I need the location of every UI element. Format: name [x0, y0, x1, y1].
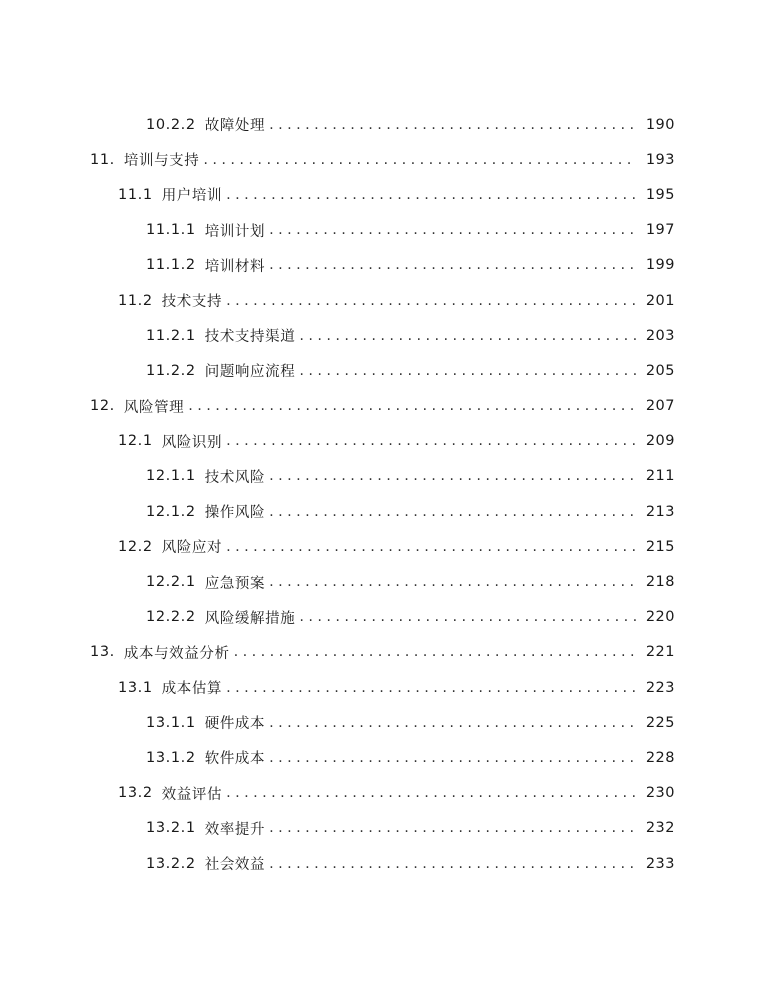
dot-leader [269, 715, 637, 731]
toc-entry-10-2-2[interactable] [0, 107, 765, 142]
toc-entry-number: 12.1 [118, 433, 153, 450]
toc-entry-11-1-2[interactable] [0, 248, 765, 283]
toc-entry-page-number: 233 [645, 855, 675, 872]
toc-entry-12-1-2[interactable] [0, 494, 765, 529]
toc-entry-number: 11.1 [118, 186, 153, 203]
toc-entry-13-2-2[interactable] [0, 846, 765, 881]
toc-entry-number: 10.2.2 [146, 116, 196, 133]
toc-entry-title: 操作风险 [204, 505, 266, 522]
toc-entry-title: 效益评估 [161, 786, 223, 803]
dot-leader [299, 328, 637, 344]
dot-leader [269, 504, 637, 520]
toc-entry-title: 硬件成本 [204, 716, 266, 733]
toc-entry-title: 成本估算 [161, 681, 223, 698]
toc-entry-page-number: 209 [645, 433, 675, 450]
dot-leader [269, 856, 637, 872]
dot-leader [203, 152, 637, 168]
toc-entry-number: 13.2.2 [146, 855, 196, 872]
toc-entry-12-2-1[interactable] [0, 564, 765, 599]
toc-entry-number: 12.1.1 [146, 468, 196, 485]
toc-entry-title: 故障处理 [204, 118, 266, 135]
dot-leader [226, 680, 637, 696]
toc-entry-title: 风险缓解措施 [204, 610, 296, 627]
toc-entry-page-number: 215 [645, 538, 675, 555]
dot-leader [234, 644, 637, 660]
toc-entry-page-number: 223 [645, 679, 675, 696]
toc-entry-page-number: 201 [645, 292, 675, 309]
toc-entry-12-1[interactable] [0, 424, 765, 459]
toc-entry-13-2-1[interactable] [0, 811, 765, 846]
toc-entry-number: 12.2.2 [146, 609, 196, 626]
toc-entry-title: 培训材料 [204, 258, 266, 275]
dot-leader [188, 398, 637, 414]
toc-entry-title: 培训计划 [204, 223, 266, 240]
toc-entry-12-2-2[interactable] [0, 600, 765, 635]
toc-entry-number: 11.2 [118, 292, 153, 309]
toc-entry-page-number: 197 [645, 222, 675, 239]
toc-entry-number: 13.2.1 [146, 820, 196, 837]
toc-entry-number: 12.2 [118, 538, 153, 555]
dot-leader [226, 539, 637, 555]
toc-entry-number: 11.2.1 [146, 327, 196, 344]
toc-entry-number: 13. [90, 644, 115, 661]
toc-entry-number: 11.1.2 [146, 257, 196, 274]
toc-entry-number: 13.1 [118, 679, 153, 696]
toc-entry-title: 软件成本 [204, 751, 266, 768]
dot-leader [226, 785, 637, 801]
dot-leader [226, 187, 637, 203]
toc-entry-number: 12. [90, 398, 115, 415]
toc-entry-11-2-2[interactable] [0, 353, 765, 388]
dot-leader [299, 363, 637, 379]
dot-leader [269, 750, 637, 766]
toc-entry-title: 风险管理 [123, 399, 185, 416]
toc-entry-page-number: 228 [645, 749, 675, 766]
toc-entry-number: 12.2.1 [146, 574, 196, 591]
toc-entry-13-1-2[interactable] [0, 740, 765, 775]
toc-entry-page-number: 232 [645, 820, 675, 837]
toc-entry-title: 社会效益 [204, 857, 266, 874]
dot-leader [226, 293, 637, 309]
toc-entry-title: 应急预案 [204, 575, 266, 592]
dot-leader [269, 222, 637, 238]
toc-entry-11-1-1[interactable] [0, 213, 765, 248]
toc-entry-number: 11. [90, 151, 115, 168]
toc-entry-number: 11.2.2 [146, 362, 196, 379]
toc-entry-title: 效率提升 [204, 821, 266, 838]
toc-entry-title: 风险识别 [161, 434, 223, 451]
dot-leader [269, 468, 637, 484]
toc-entry-page-number: 190 [645, 116, 675, 133]
toc-entry-title: 培训与支持 [123, 153, 200, 170]
toc-entry-page-number: 195 [645, 186, 675, 203]
toc-entry-title: 风险应对 [161, 540, 223, 557]
toc-entry-13-1-1[interactable] [0, 705, 765, 740]
toc-entry-13-2[interactable] [0, 776, 765, 811]
dot-leader [269, 117, 637, 133]
toc-entry-11-2-1[interactable] [0, 318, 765, 353]
toc-entry-title: 技术支持渠道 [204, 329, 296, 346]
toc-entry-page-number: 213 [645, 503, 675, 520]
dot-leader [299, 609, 637, 625]
toc-entry-page-number: 221 [645, 644, 675, 661]
dot-leader [269, 574, 637, 590]
toc-entry-page-number: 218 [645, 574, 675, 591]
toc-entry-page-number: 205 [645, 362, 675, 379]
dot-leader [226, 433, 637, 449]
toc-entry-11-2[interactable] [0, 283, 765, 318]
toc-entry-12-2[interactable] [0, 529, 765, 564]
dot-leader [269, 257, 637, 273]
toc-entry-number: 13.1.1 [146, 714, 196, 731]
toc-entry-13[interactable] [0, 635, 765, 670]
toc-entry-title: 技术支持 [161, 294, 223, 311]
toc-entry-11[interactable] [0, 142, 765, 177]
toc-entry-title: 成本与效益分析 [123, 645, 230, 662]
toc-entry-number: 12.1.2 [146, 503, 196, 520]
toc-entry-page-number: 203 [645, 327, 675, 344]
toc-entry-page-number: 207 [645, 398, 675, 415]
table-of-contents [0, 107, 765, 881]
toc-entry-page-number: 225 [645, 714, 675, 731]
toc-entry-number: 11.1.1 [146, 222, 196, 239]
toc-entry-12-1-1[interactable] [0, 459, 765, 494]
toc-entry-page-number: 230 [645, 785, 675, 802]
toc-entry-title: 用户培训 [161, 188, 223, 205]
toc-entry-page-number: 199 [645, 257, 675, 274]
toc-entry-title: 问题响应流程 [204, 364, 296, 381]
toc-entry-number: 13.2 [118, 785, 153, 802]
dot-leader [269, 820, 637, 836]
toc-entry-page-number: 220 [645, 609, 675, 626]
toc-entry-12[interactable] [0, 389, 765, 424]
toc-entry-13-1[interactable] [0, 670, 765, 705]
toc-entry-page-number: 211 [645, 468, 675, 485]
toc-entry-page-number: 193 [645, 151, 675, 168]
toc-entry-number: 13.1.2 [146, 749, 196, 766]
toc-entry-11-1[interactable] [0, 177, 765, 212]
toc-entry-title: 技术风险 [204, 469, 266, 486]
